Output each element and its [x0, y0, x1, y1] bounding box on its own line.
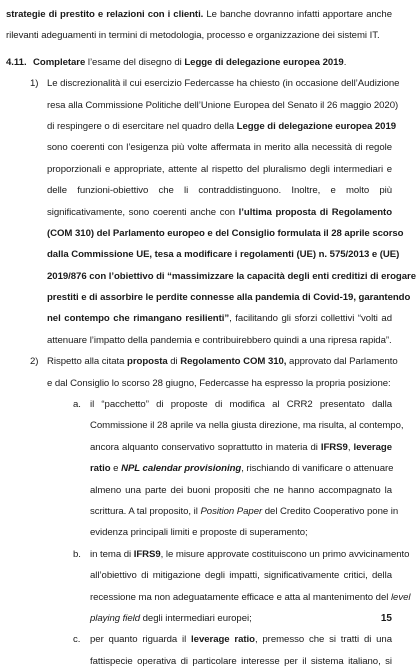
text-line-27: all’obiettivo di mitigazione degli impatti, significativamente critici, della — [90, 570, 392, 582]
text-line-18: e dal Consiglio lo scorso 28 giugno, Federcasse ha espresso la propria posizione: — [47, 377, 391, 389]
section-heading-4-11: 4.11. Completare l’esame del disegno di Legge di delegazione europea 2019. — [6, 56, 347, 68]
text-line-25: evidenza principali limiti e proposte di superamento; — [90, 527, 308, 539]
text-line-8: proporzionali e appropriate, attente al rispetto del pluralismo degli intermediari e — [47, 163, 392, 175]
text-line-1: strategie di prestito e relazioni con i clienti. Le banche dovranno infatti apportare anche — [6, 9, 392, 20]
text-line-16: attenuare l’impatto della pandemia e contribuirebbero quindi a una ripresa rapida”. — [47, 334, 392, 346]
text-line-7: sono coerenti con l’esigenza più volte affermata in merito alla necessità di regole — [47, 142, 392, 154]
text-line-23: almeno una parte dei buoni propositi che ne hanno accompagnato la — [90, 484, 392, 496]
text-line-21: ancora alquanto conservativo soprattutto in materia di IFRS9, leverage — [90, 441, 392, 453]
text-line-14: prestiti e di assorbire le perdite connesse alla pandemia di Covid-19, garantendo — [47, 292, 411, 304]
text-line-6: di respingere o di esercitare nel quadro della Legge di delegazione europea 2019 — [47, 120, 397, 132]
text-line-28: recessione ma non adeguatamente efficace e atta al mantenimento del level — [90, 591, 411, 603]
text-line-9: delle funzioni-obiettivo che li contraddistinguono. Inoltre, e molto più — [47, 185, 392, 197]
text-line-24: scrittura. A tal proposito, il Position Paper del Credito Cooperativo pone in — [90, 505, 399, 517]
text-line-22: ratio e NPL calendar provisioning, rischiando di vanificare o attenuare — [90, 463, 394, 475]
text-line-31: fattispecie operativa di particolare interesse per il sistema italiano, si — [90, 655, 392, 667]
page-number: 15 — [380, 613, 392, 624]
text-line-11: (COM 310) del Parlamento europeo e del Consiglio formulata il 28 aprile scorso — [47, 227, 404, 239]
sub-item-c: c. per quanto riguarda il leverage ratio, premesso che si tratti di una — [73, 634, 392, 646]
text-line-20: Commissione il 28 aprile va nella giusta direzione, ma risulta, al contempo, — [90, 420, 404, 432]
text-line-2: rilevanti adeguamenti in termini di metodologia, processo e organizzazione dei sistemi IT. — [6, 30, 380, 42]
text-line-5: resa alla Commissione Politiche dell’Unione Europea del Senato il 26 maggio 2020) — [47, 99, 399, 111]
text-line-13: 2019/876 con l’obiettivo di “massimizzare la capacità degli enti creditizi di erogare — [47, 270, 416, 282]
text-line-29: playing field degli intermediari europei; — [90, 612, 252, 624]
text-line-10: significativamente, sono coerenti anche con l’ultima proposta di Regolamento — [47, 206, 393, 218]
text-line-12: dalla Commissione UE, tesa a modificare i regolamenti (UE) n. 575/2013 e (UE) — [47, 249, 400, 261]
sub-item-b: b. in tema di IFRS9, le misure approvate costituiscono un primo avvicinamento — [73, 548, 410, 560]
sub-item-a: a. il “pacchetto” di proposte di modifica al CRR2 presentato dalla — [73, 399, 392, 411]
list-item-2: 2) Rispetto alla citata proposta di Regolamento COM 310, approvato dal Parlamento — [30, 356, 398, 368]
text-line-15: nel contempo che rimangano resilienti”, facilitando gli sforzi collettivi “volti ad — [47, 313, 392, 325]
list-item-1: 1) Le discrezionalità il cui esercizio Federcasse ha chiesto (in occasione dell’Audizione — [30, 78, 400, 90]
